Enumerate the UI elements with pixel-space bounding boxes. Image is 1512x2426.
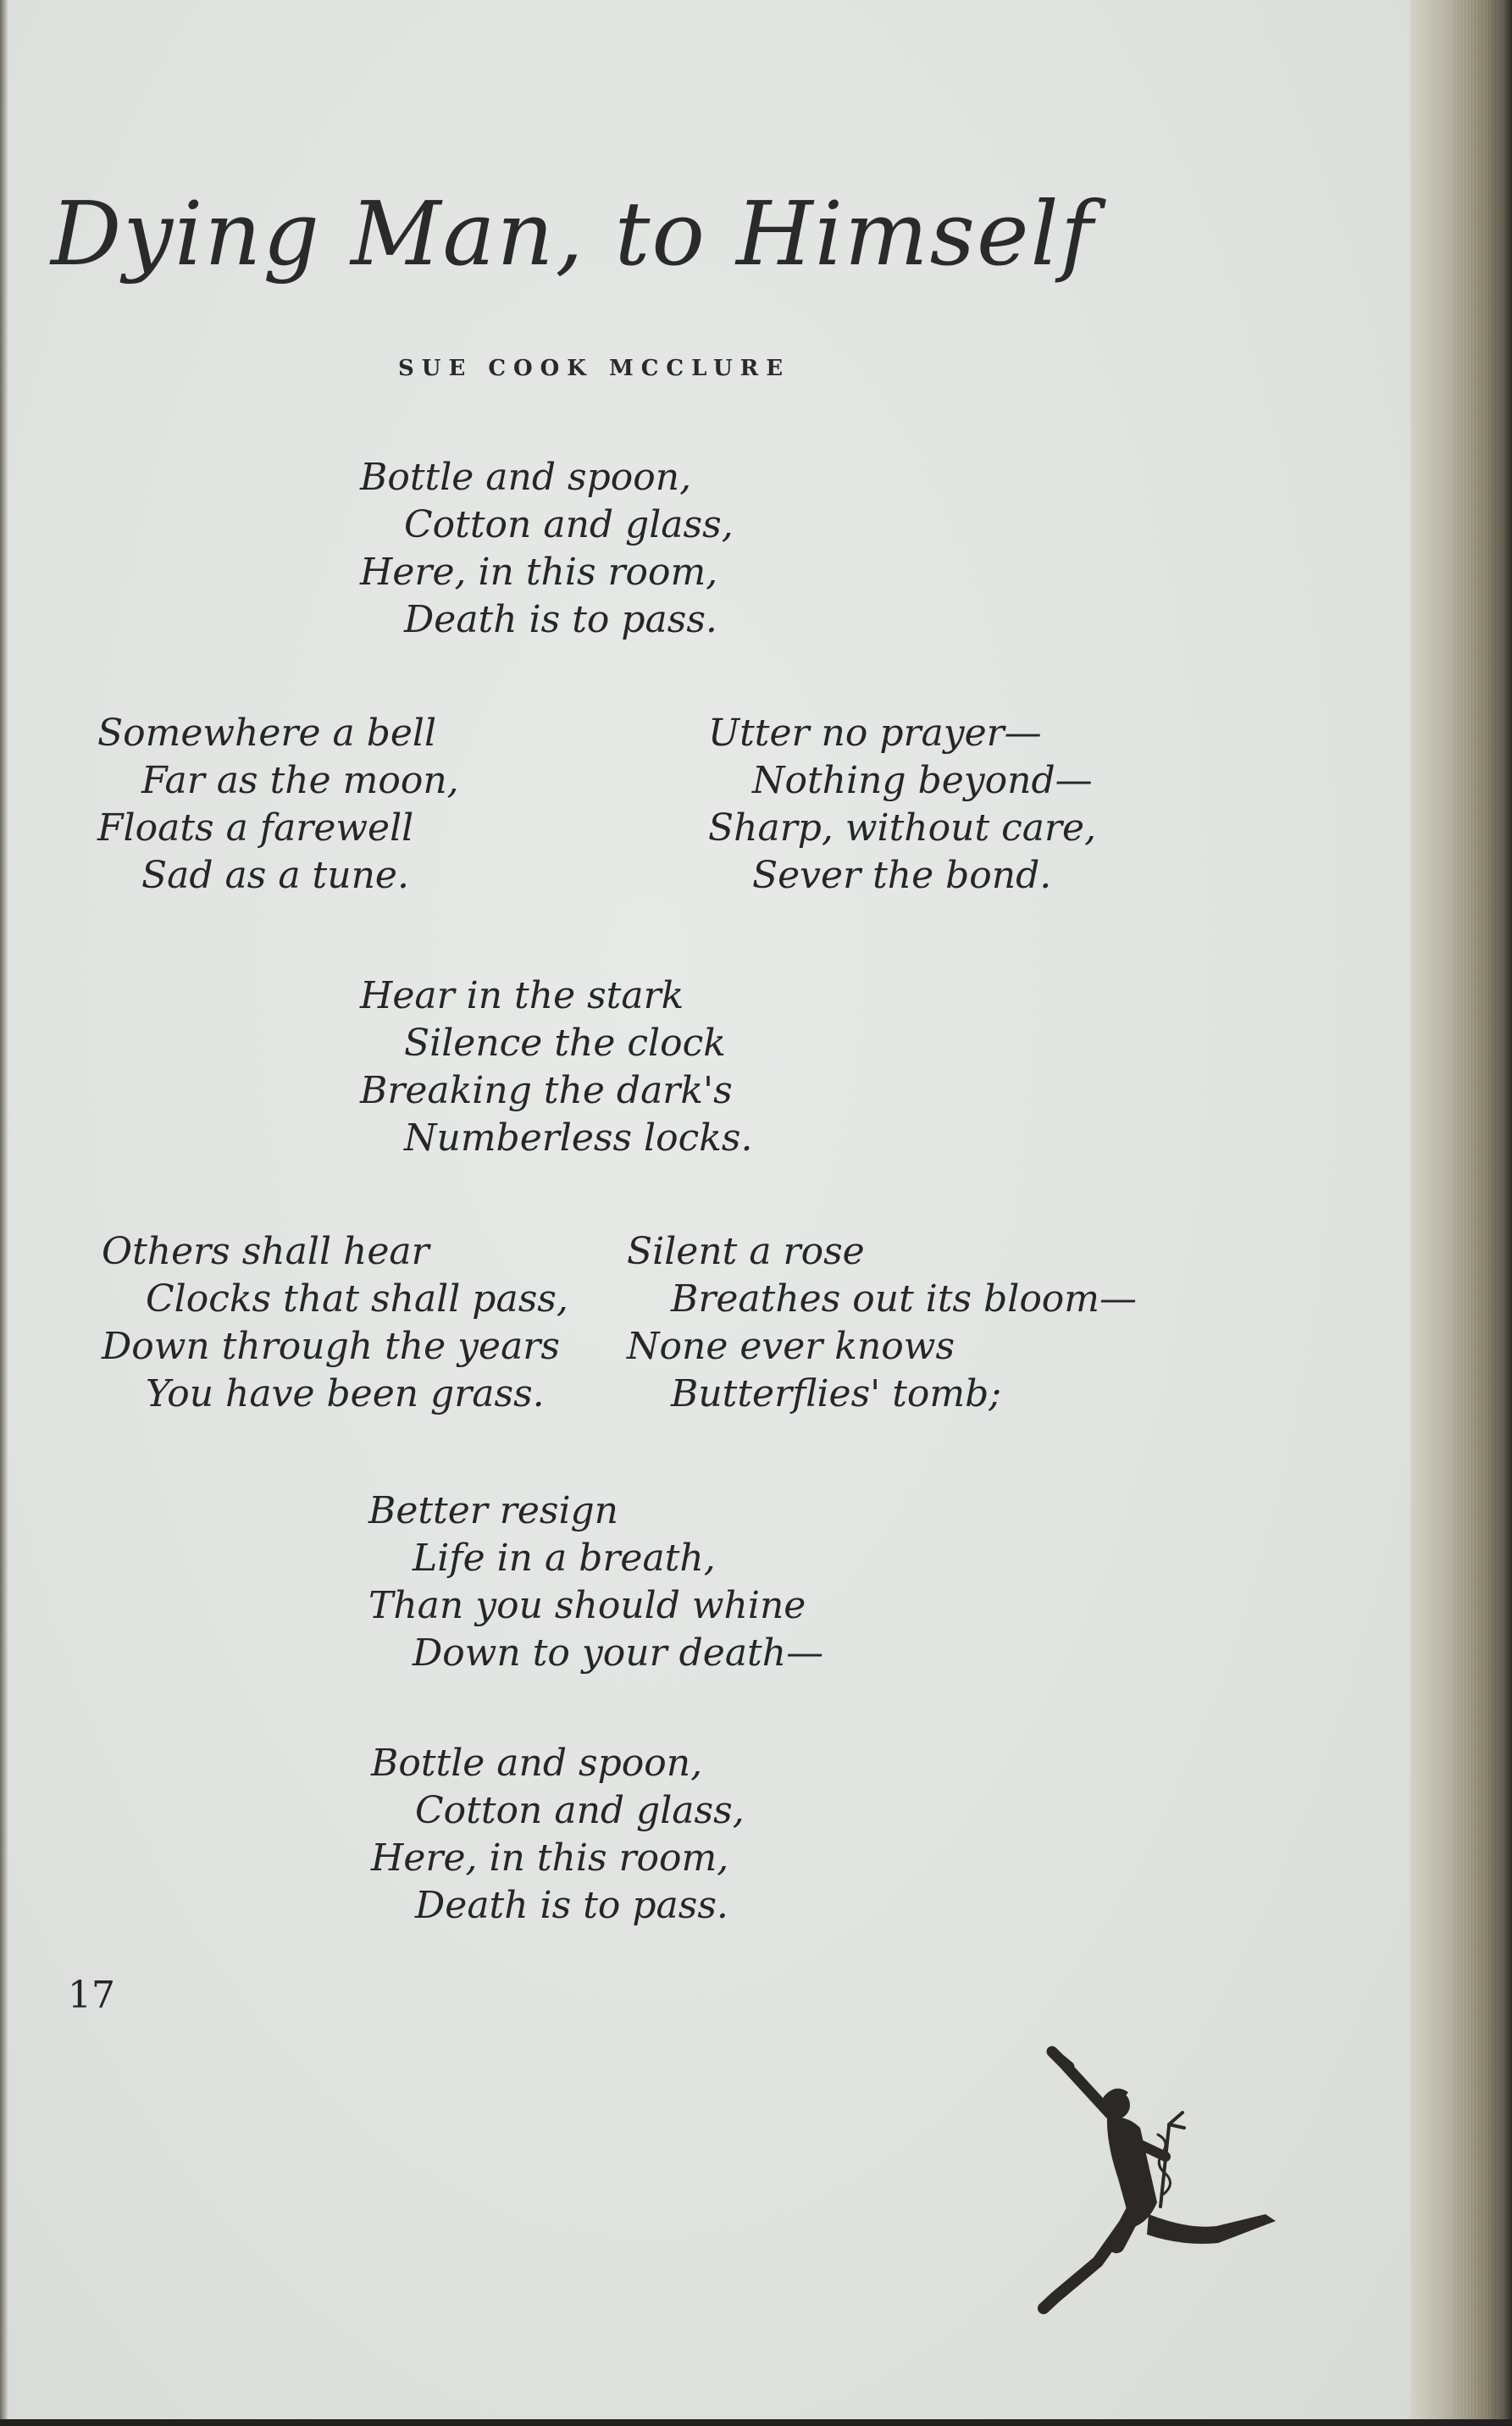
poem-line: Here, in this room, bbox=[371, 1836, 729, 1880]
poem-line: Butterflies' tomb; bbox=[671, 1372, 1002, 1415]
stanza-6 bbox=[627, 1228, 1137, 1418]
page-number: 17 bbox=[68, 1974, 115, 2017]
stanza-3 bbox=[708, 710, 1096, 900]
stanza-7 bbox=[368, 1487, 823, 1677]
poem-line: Far as the moon, bbox=[141, 759, 459, 802]
poem-title: Dying Man, to Himself bbox=[51, 182, 1095, 285]
poem-line: Clocks that shall pass, bbox=[146, 1277, 568, 1321]
poem-line: Somewhere a bell bbox=[97, 712, 437, 755]
poem-line: Than you should whine bbox=[368, 1584, 806, 1627]
poem-line: Breathes out its bloom— bbox=[671, 1277, 1138, 1321]
poem-line: Sharp, without care, bbox=[708, 806, 1097, 850]
poem-line: Life in a breath, bbox=[413, 1537, 716, 1580]
poem-line: Numberless locks. bbox=[404, 1116, 753, 1160]
poem-line: Breaking the dark's bbox=[360, 1069, 733, 1112]
mercury-runner-icon bbox=[991, 2033, 1296, 2338]
stanza-8 bbox=[371, 1740, 745, 1930]
stanza-5 bbox=[102, 1228, 568, 1418]
poem-line: None ever knows bbox=[627, 1325, 955, 1368]
poem-line: Nothing beyond— bbox=[752, 759, 1093, 802]
poem-line: Down through the years bbox=[102, 1325, 560, 1368]
poem-line: Better resign bbox=[368, 1489, 619, 1532]
poem-line: Death is to pass. bbox=[415, 1884, 728, 1927]
stanza-1 bbox=[360, 454, 734, 644]
poem-author: SUE COOK MCCLURE bbox=[398, 356, 791, 381]
poem-line: Silent a rose bbox=[627, 1230, 865, 1273]
poem-line: Sad as a tune. bbox=[141, 854, 409, 897]
poem-line: Hear in the stark bbox=[360, 974, 684, 1017]
page-left-edge bbox=[0, 0, 8, 2426]
poem-line: Floats a farewell bbox=[97, 806, 414, 850]
poem-line: Death is to pass. bbox=[404, 598, 717, 641]
poem-line: Utter no prayer— bbox=[708, 712, 1042, 755]
poem-line: Silence the clock bbox=[404, 1022, 726, 1065]
poem-line: Others shall hear bbox=[102, 1230, 429, 1273]
poem-line: Here, in this room, bbox=[360, 551, 718, 594]
stanza-4 bbox=[360, 972, 753, 1162]
poem-line: Bottle and spoon, bbox=[360, 456, 692, 499]
poem-line: Sever the bond. bbox=[752, 854, 1052, 897]
poem-line: You have been grass. bbox=[146, 1372, 545, 1415]
poem-line: Down to your death— bbox=[413, 1631, 824, 1675]
page-bottom-edge bbox=[0, 2419, 1512, 2426]
poem-line: Bottle and spoon, bbox=[371, 1742, 703, 1785]
stanza-2 bbox=[97, 710, 459, 900]
book-spine-edge bbox=[1410, 0, 1512, 2426]
poem-line: Cotton and glass, bbox=[415, 1789, 745, 1832]
poem-line: Cotton and glass, bbox=[404, 503, 734, 546]
